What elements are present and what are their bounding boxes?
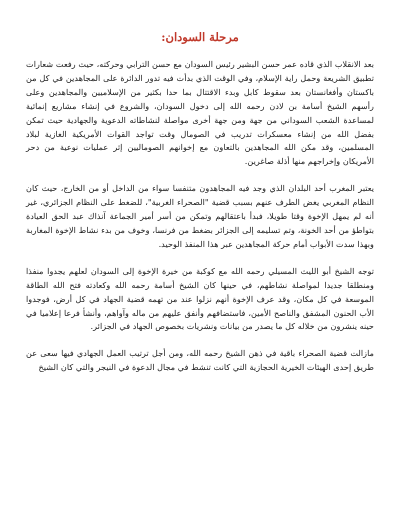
section-heading: مرحلة السودان:: [161, 30, 239, 44]
paragraph-1: بعد الانقلاب الذي قاده عمر حسن البشير رئيس السودان مع حسن الترابي وحركته، حيث رفعت شعارات تطبيق الشريعة وحمل راية الإسلام، وفي الوقت الذي بدأت فيه تدور الدائرة على المجاهدين في كل من باكستان وأفغانستان بعد سقوط كابل وبدء الاقتتال بما حدا بكثير من الإسلاميين والمجاهدين وعلى رأسهم الشيخ أسامة بن لادن رحمه الله إلى دخول السودان، والشروع في إنشاء مشاريع إنمائية لمساعدة الشعب السوداني من جهة ومن جهة أخرى مواصلة لنشاطاته الدعوية والجهادية حيث تمكن بفضل الله من إنشاء معسكرات تدريب في الصومال وقت تواجد القوات الأمريكية الغازية لبلاد المسلمين، وقد مكن الله المجاهدين بالتعاون مع إخوانهم الصوماليين إثر عمليات نوعية من دحر الأمريكان وإخراجهم منها أذلة صاغرين.: [26, 59, 374, 167]
paragraph-4: مازالت قضية الصحراء باقية في ذهن الشيخ رحمه الله، ومن أجل ترتيب العمل الجهادي فيها سعى عن طريق إحدى الهيئات الخيرية الحجازية التي كانت تنشط في مجال الدعوة في النيجر والتي كان الشيخ: [26, 348, 374, 373]
paragraph-3: توجه الشيخ أبو الليث المسيلي رحمه الله مع كوكبة من خيرة الإخوة إلى السودان لعلهم يجدوا منفذا ومنطلقا جديدا لمواصلة نشاطهم، في حينها كان الشيخ أسامة رحمه الله وكعادته فتح الله الطاقة الموسعة في كل مكان، وقد عرف الإخوة أنهم نزلوا عند من تهمه قضية الجهاد في كل أرض، فوجدوا الأب الحنون المشفق والناصح الأمين، فاستضافهم وأنفق عليهم من ماله وآواهم، وأنشأ فرعا إعلاميا في حينه ينشرون من خلاله كل ما يصدر من بيانات ونشريات بخصوص الجهاد في الجزائر.: [26, 265, 374, 332]
paragraph-2: يعتبر المغرب أحد البلدان الذي وجد فيه المجاهدون متنفسا سواء من الداخل أو من الخارج، حيث كان النظام المغربي يغض الطرف عنهم بسبب قضية "الصحراء الغربية"، للضغط على النظام الجزائري، غير أنه لم يمهل الإخوة وقتا طويلا، فبدأ باعتقالهم وتمكن من أسر أمير الجماعة آنذاك عبد الحق العيادة بتواطؤ من أحد الخونة، وتم تسليمه إلى الجزائر بضغط من فرنسا، وخوف من بدء نشاط الإخوة المغاربة وبهذا سدت الأبواب أمام حركة المجاهدين عبر هذا المنفذ الوحيد.: [26, 183, 374, 249]
